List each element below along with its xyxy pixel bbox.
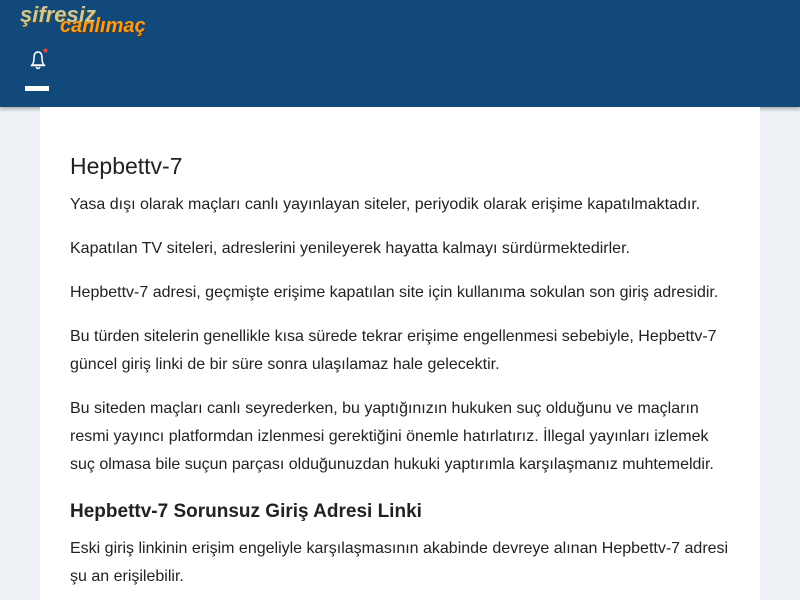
site-logo[interactable] <box>20 2 170 40</box>
article-content <box>40 107 760 600</box>
article-title: Hepbettv-7 <box>70 153 183 179</box>
logo-text-2: canlımaç <box>60 15 146 37</box>
paragraph: Hepbettv-7 adresi, geçmişte erişime kapatılan site için kullanıma sokulan son giriş adresidir. <box>70 284 719 301</box>
paragraph: Eski giriş linkinin erişim engeliyle karşılaşmasının akabinde devreye alınan Hepbettv-7 adresi şu an erişilebilir. <box>70 540 729 585</box>
menu-toggle-button[interactable] <box>25 86 49 91</box>
paragraph: Yasa dışı olarak maçları canlı yayınlayan siteler, periyodik olarak erişime kapatılmaktadır. <box>70 196 701 213</box>
site-header <box>0 0 800 107</box>
paragraph: Bu siteden maçları canlı seyrederken, bu yaptığınızın hukuken suç olduğunu ve maçların resmi yayıncı platformdan izlenmesi gerektiğini önemle hatırlatırız. İllegal yayınları izlemek suç olmasa bile suçun parçası olduğunuzdan hukuki yaptırımla karşılaşmanız muhtemeldir. <box>70 400 714 473</box>
logo-text-1: şifresiz <box>20 2 96 27</box>
paragraph: Kapatılan TV siteleri, adreslerini yenileyerek hayatta kalmayı sürdürmektedirler. <box>70 240 630 257</box>
section-heading: Hepbettv-7 Sorunsuz Giriş Adresi Linki <box>70 501 422 522</box>
notification-bell-icon[interactable] <box>28 48 50 72</box>
paragraph: Bu türden sitelerin genellikle kısa sürede tekrar erişime engellenmesi sebebiyle, Hepbettv-7 güncel giriş linki de bir süre sonra ulaşılamaz hale gelecektir. <box>70 328 717 373</box>
